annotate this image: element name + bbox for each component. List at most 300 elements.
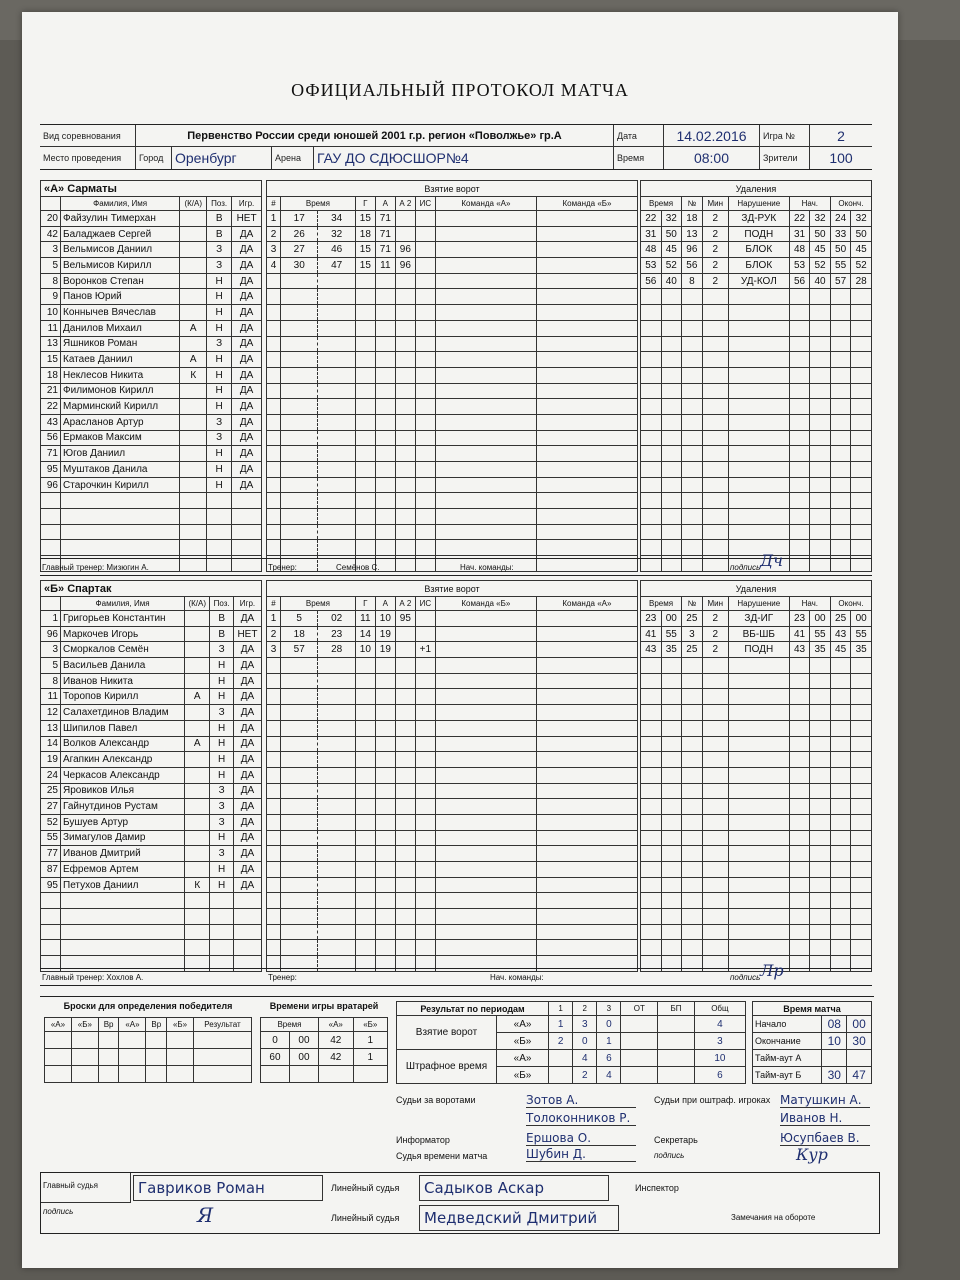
col-goal-time: Время (281, 197, 356, 211)
player-row (41, 658, 262, 674)
penalty-time-sec (661, 877, 682, 893)
penalty-row (641, 320, 872, 336)
goal-scorer (355, 940, 375, 956)
penalty-violation (728, 383, 789, 399)
player-row (41, 273, 262, 289)
player-number: 15 (41, 352, 61, 368)
penalty-row (641, 799, 872, 815)
penalty-minutes (702, 720, 728, 736)
penalty-end-sec (851, 367, 872, 383)
col-goal-num: # (267, 597, 281, 611)
goal-second (318, 705, 355, 721)
pim-a-total: 10 (694, 1050, 745, 1067)
penalty-judge-1: Матушкин А. (780, 1093, 870, 1108)
pim-a-bp (658, 1050, 695, 1067)
goal-assist-2 (395, 642, 415, 658)
goal-assist-1 (375, 783, 395, 799)
penalty-row (641, 540, 872, 556)
player-ka (180, 540, 207, 556)
penalty-end-sec: 52 (851, 258, 872, 274)
goal-assist-1 (375, 705, 395, 721)
goal-assist-2 (395, 430, 415, 446)
penalty-start-sec (810, 524, 831, 540)
goals-b-bp (658, 1033, 695, 1050)
goal-row (267, 320, 638, 336)
penalty-start-sec (810, 414, 831, 430)
goal-scorer (355, 320, 375, 336)
player-row (41, 767, 262, 783)
goals-b-p3: 1 (597, 1033, 621, 1050)
goal-row (267, 336, 638, 352)
goal-number (267, 814, 281, 830)
goal-assist-1 (375, 909, 395, 925)
gk-row (261, 1032, 388, 1049)
goal-minute (281, 352, 318, 368)
penalty-time-sec (661, 767, 682, 783)
penalty-start-min: 56 (789, 273, 810, 289)
player-name: Яровиков Илья (61, 783, 185, 799)
goal-minute (281, 909, 318, 925)
penalty-player (682, 305, 703, 321)
goal-row (267, 305, 638, 321)
goal-row (267, 658, 638, 674)
goal-is (415, 211, 435, 227)
pim-b-p2: 2 (573, 1067, 597, 1084)
goal-team-2-cell (536, 862, 637, 878)
player-igr: ДА (232, 446, 262, 462)
goal-team-1-cell (435, 320, 536, 336)
player-pos: З (207, 336, 232, 352)
goal-scorer (355, 414, 375, 430)
informer: Ершова О. (526, 1131, 636, 1146)
goal-second (318, 320, 355, 336)
penalty-start-min: 43 (789, 642, 810, 658)
player-number: 13 (41, 336, 61, 352)
penalty-violation (728, 477, 789, 493)
penalty-end-min (830, 367, 851, 383)
goal-assist-2 (395, 383, 415, 399)
penalty-violation (728, 462, 789, 478)
penalty-end-sec (851, 893, 872, 909)
goal-assist-1 (375, 924, 395, 940)
goal-row (267, 611, 638, 627)
goal-team-1-cell (435, 689, 536, 705)
penalty-row (641, 909, 872, 925)
penalty-row (641, 924, 872, 940)
player-name: Зимагулов Дамир (61, 830, 185, 846)
penalty-violation (728, 909, 789, 925)
penalty-violation (728, 783, 789, 799)
goal-minute (281, 814, 318, 830)
penalty-end-sec (851, 830, 872, 846)
penalty-minutes: 2 (702, 258, 728, 274)
penalty-player (682, 383, 703, 399)
goal-number (267, 893, 281, 909)
penalty-end-sec (851, 909, 872, 925)
goal-minute (281, 477, 318, 493)
player-ka (180, 414, 207, 430)
penalty-end-sec: 50 (851, 226, 872, 242)
penalty-minutes (702, 783, 728, 799)
goal-second: 47 (318, 258, 355, 274)
player-number: 3 (41, 242, 61, 258)
goal-is: +1 (415, 642, 435, 658)
penalty-time-sec (661, 383, 682, 399)
goal-assist-1 (375, 846, 395, 862)
goal-row (267, 211, 638, 227)
goal-minute (281, 799, 318, 815)
goal-minute (281, 720, 318, 736)
penalty-time-sec (661, 720, 682, 736)
penalty-time-min (641, 705, 662, 721)
goal-team-2-cell (537, 477, 638, 493)
penalty-player: 13 (682, 226, 703, 242)
col-pos: Поз. (210, 597, 234, 611)
goal-assist-2 (395, 273, 415, 289)
player-number: 52 (41, 814, 61, 830)
penalty-end-sec (851, 305, 872, 321)
player-ka (185, 611, 210, 627)
goal-scorer (355, 705, 375, 721)
player-ka (180, 399, 207, 415)
goal-scorer (355, 736, 375, 752)
penalty-end-sec (851, 658, 872, 674)
penalty-end-sec (851, 414, 872, 430)
period-col-2: 2 (573, 1002, 597, 1016)
penalty-time-sec (661, 673, 682, 689)
penalty-time-min (641, 336, 662, 352)
penalty-start-min (789, 673, 810, 689)
player-pos: Н (207, 320, 232, 336)
goal-is (415, 258, 435, 274)
player-ka (180, 242, 207, 258)
periods-title: Результат по периодам (397, 1002, 549, 1016)
player-number: 1 (41, 611, 61, 627)
penalty-minutes (702, 658, 728, 674)
player-igr (232, 524, 262, 540)
goal-number (267, 752, 281, 768)
penalty-minutes (702, 305, 728, 321)
penalty-end-min (830, 767, 851, 783)
penalty-player (682, 814, 703, 830)
penalty-time-min (641, 846, 662, 862)
player-name: Яшников Роман (61, 336, 180, 352)
goal-number (267, 830, 281, 846)
goal-team-2-cell (536, 626, 637, 642)
player-igr: ДА (233, 642, 261, 658)
penalty-violation (728, 689, 789, 705)
start-hour: 08 (822, 1016, 847, 1033)
penalty-start-min (789, 720, 810, 736)
inspector-label: Инспектор (635, 1183, 679, 1193)
goal-row (267, 477, 638, 493)
player-igr: ДА (232, 242, 262, 258)
goal-row (267, 720, 638, 736)
player-pos: Н (207, 367, 232, 383)
player-row (41, 705, 262, 721)
player-row (41, 430, 262, 446)
penalty-row (641, 611, 872, 627)
goal-second (318, 830, 355, 846)
player-name: Марминский Кирилл (61, 399, 180, 415)
penalty-violation (728, 493, 789, 509)
player-pos (210, 893, 234, 909)
player-name: Файзулин Тимерхан (61, 211, 180, 227)
penalty-time-min (641, 367, 662, 383)
goal-row (267, 736, 638, 752)
penalty-start-sec (810, 846, 831, 862)
penalty-time-min (641, 493, 662, 509)
player-ka (185, 626, 210, 642)
player-number: 96 (41, 477, 61, 493)
penalty-player (682, 477, 703, 493)
shootout-title: Броски для определения победителя (63, 1001, 233, 1011)
penalty-end-min: 57 (830, 273, 851, 289)
player-igr: ДА (233, 877, 261, 893)
goal-number: 3 (267, 242, 281, 258)
gk-team-b: 1 (353, 1032, 387, 1049)
penalty-minutes (702, 846, 728, 862)
penalty-time-min (641, 736, 662, 752)
penalty-time-min (641, 862, 662, 878)
goal-second (318, 924, 355, 940)
goal-scorer (355, 909, 375, 925)
goal-second (318, 273, 355, 289)
player-row (41, 689, 262, 705)
penalty-time-sec (661, 862, 682, 878)
goal-team-2-cell (536, 720, 637, 736)
goal-row (267, 909, 638, 925)
goal-team-1-cell (435, 446, 536, 462)
goal-row (267, 383, 638, 399)
player-igr: ДА (232, 226, 262, 242)
timeout-b-label: Тайм-аут Б (753, 1067, 822, 1084)
player-ka (185, 862, 210, 878)
goal-number (267, 273, 281, 289)
penalty-start-sec (810, 367, 831, 383)
goal-is (415, 446, 435, 462)
pim-team-a-tag: «А» (497, 1050, 549, 1067)
player-name (61, 509, 180, 525)
player-number: 11 (41, 689, 61, 705)
goal-assist-2 (395, 626, 415, 642)
player-name: Филимонов Кирилл (61, 383, 180, 399)
goals-header: Взятие ворот (267, 581, 638, 597)
goal-assist-1 (375, 289, 395, 305)
goal-scorer (355, 493, 375, 509)
goal-assist-2 (395, 509, 415, 525)
player-pos: З (207, 258, 232, 274)
goal-assist-1: 19 (375, 642, 395, 658)
goal-scorer (355, 305, 375, 321)
goal-team-2-cell (536, 909, 637, 925)
player-name (61, 493, 180, 509)
player-row (41, 509, 262, 525)
player-pos: Н (210, 862, 234, 878)
penalty-end-min: 25 (830, 611, 851, 627)
goal-row (267, 493, 638, 509)
penalty-end-min: 33 (830, 226, 851, 242)
goal-team-1-cell (435, 611, 536, 627)
goal-is (415, 524, 435, 540)
goal-number (267, 414, 281, 430)
goal-number (267, 462, 281, 478)
player-name: Агапкин Александр (61, 752, 185, 768)
col-ka: (К/А) (185, 597, 210, 611)
goal-assist-1: 11 (375, 258, 395, 274)
goal-second (318, 524, 355, 540)
penalty-end-sec (851, 399, 872, 415)
goal-scorer (355, 524, 375, 540)
penalty-start-min (789, 352, 810, 368)
penalty-end-min (830, 877, 851, 893)
shootout-col-5: «Б» (167, 1018, 194, 1032)
penalty-minutes (702, 524, 728, 540)
penalty-start-sec: 35 (810, 642, 831, 658)
penalty-end-min: 45 (830, 642, 851, 658)
pim-a-p2: 4 (573, 1050, 597, 1067)
goal-team-2-cell (536, 783, 637, 799)
penalty-start-min (789, 705, 810, 721)
penalty-end-sec (851, 673, 872, 689)
penalty-end-sec: 35 (851, 642, 872, 658)
penalty-end-min (830, 414, 851, 430)
penalty-row (641, 414, 872, 430)
col-pos: Поз. (207, 197, 232, 211)
goal-second (318, 846, 355, 862)
penalty-start-min (789, 752, 810, 768)
goal-second (318, 414, 355, 430)
player-number: 55 (41, 830, 61, 846)
player-igr: ДА (233, 658, 261, 674)
goal-assist-2 (395, 846, 415, 862)
player-igr: ДА (233, 611, 261, 627)
penalty-row (641, 752, 872, 768)
penalty-violation: ЗД-РУК (728, 211, 789, 227)
player-pos: З (210, 642, 234, 658)
player-row (41, 242, 262, 258)
end-hour: 10 (822, 1033, 847, 1050)
penalty-start-min: 48 (789, 242, 810, 258)
goal-team-1-cell (435, 752, 536, 768)
goal-second (318, 352, 355, 368)
penalty-start-min (789, 830, 810, 846)
penalty-start-sec (810, 705, 831, 721)
penalty-violation (728, 705, 789, 721)
goal-scorer (355, 846, 375, 862)
penalty-player (682, 736, 703, 752)
goal-minute (281, 924, 318, 940)
goals-a-p3: 0 (597, 1016, 621, 1033)
penalty-start-sec (810, 893, 831, 909)
goal-is (415, 814, 435, 830)
penalty-minutes (702, 414, 728, 430)
penalty-time-min (641, 462, 662, 478)
penalty-start-min (789, 383, 810, 399)
goal-assist-1 (375, 367, 395, 383)
penalty-start-sec (810, 736, 831, 752)
goal-row (267, 877, 638, 893)
goal-team-1-cell (435, 862, 536, 878)
penalty-time-min (641, 658, 662, 674)
goal-judges-label: Судьи за воротами (396, 1095, 476, 1105)
player-ka (185, 720, 210, 736)
col-number (41, 197, 61, 211)
goal-assist-1 (375, 720, 395, 736)
penalty-end-min (830, 799, 851, 815)
goal-assist-2 (395, 305, 415, 321)
player-ka (185, 658, 210, 674)
penalty-start-min (789, 846, 810, 862)
goal-minute (281, 658, 318, 674)
penalty-violation (728, 352, 789, 368)
city-label: Город (136, 147, 172, 169)
goal-team-1-cell (435, 493, 536, 509)
goal-team-2-cell (537, 383, 638, 399)
goal-is (415, 909, 435, 925)
penalty-row (641, 846, 872, 862)
penalty-row (641, 893, 872, 909)
player-pos: В (207, 211, 232, 227)
goal-scorer: 10 (355, 642, 375, 658)
penalty-end-min (830, 383, 851, 399)
goal-team-1-cell (435, 509, 536, 525)
player-pos: В (207, 226, 232, 242)
goal-is (415, 289, 435, 305)
goal-is (415, 846, 435, 862)
penalty-player (682, 877, 703, 893)
player-ka (185, 814, 210, 830)
goal-team-1-cell (435, 211, 536, 227)
player-number: 5 (41, 658, 61, 674)
goal-team-1-cell (435, 242, 536, 258)
col-goal-time: Время (281, 597, 356, 611)
player-number (41, 940, 61, 956)
player-row (41, 383, 262, 399)
secretary-label: Секретарь (654, 1135, 698, 1145)
player-igr (233, 909, 261, 925)
gk-second: 00 (289, 1032, 318, 1049)
goal-scorer (355, 924, 375, 940)
player-pos: З (210, 846, 234, 862)
goal-scorer: 15 (355, 258, 375, 274)
penalty-start-sec (810, 909, 831, 925)
goal-number: 3 (267, 642, 281, 658)
end-minute: 30 (847, 1033, 872, 1050)
period-col-ot: ОТ (621, 1002, 658, 1016)
goal-is (415, 414, 435, 430)
goal-is (415, 830, 435, 846)
penalty-time-sec (661, 305, 682, 321)
goal-is (415, 877, 435, 893)
col-igr: Игр. (233, 597, 261, 611)
penalty-start-sec (810, 877, 831, 893)
penalty-violation (728, 940, 789, 956)
player-number: 18 (41, 367, 61, 383)
penalty-time-min (641, 673, 662, 689)
penalty-minutes (702, 383, 728, 399)
player-name (61, 924, 185, 940)
penalty-player (682, 909, 703, 925)
goal-assist-1: 19 (375, 626, 395, 642)
player-name: Ермаков Максим (61, 430, 180, 446)
penalty-time-sec (661, 830, 682, 846)
penalty-start-min: 53 (789, 258, 810, 274)
goal-assist-2 (395, 689, 415, 705)
penalty-end-sec (851, 352, 872, 368)
goal-team-1-cell (435, 540, 536, 556)
penalty-minutes (702, 540, 728, 556)
